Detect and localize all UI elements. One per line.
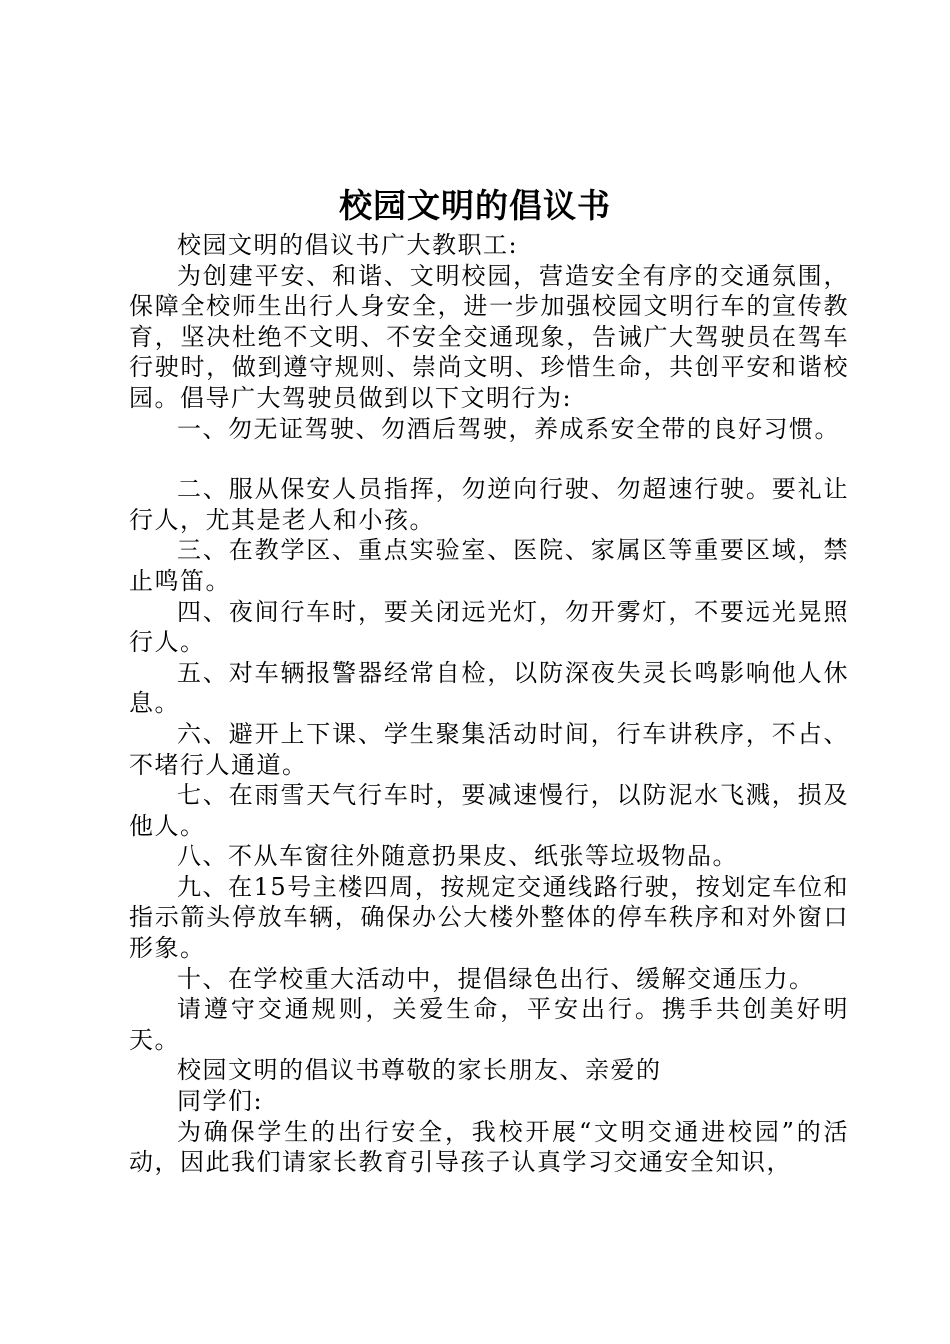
- paragraph-second-salutation: 校园文明的倡议书尊敬的家长朋友、亲爱的: [177, 1056, 662, 1085]
- paragraph-item-10: 十、在学校重大活动中，提倡绿色出行、缓解交通压力。: [177, 964, 815, 993]
- paragraph-item-9: 九、在15号主楼四周，按规定交通线路行驶，按划定车位和指示箭头停放车辆，确保办公大楼外整体的停车秩序和对外窗口形象。: [129, 872, 849, 963]
- paragraph-item-4: 四、夜间行车时，要关闭远光灯，勿开雾灯，不要远光晃照行人。: [129, 597, 849, 657]
- paragraph-second-salutation-cont: 同学们:: [177, 1087, 264, 1116]
- paragraph-intro: 为创建平安、和谐、文明校园，营造安全有序的交通氛围，保障全校师生出行人身安全，进一步加强校园文明行车的宣传教育，坚决杜绝不文明、不安全交通现象，告诫广大驾驶员在驾车行驶时，做到遵守规则、崇尚文明、珍惜生命，共创平安和谐校园。倡导广大驾驶员做到以下文明行为:: [129, 261, 849, 412]
- paragraph-item-1: 一、勿无证驾驶、勿酒后驾驶，养成系安全带的良好习惯。: [177, 414, 840, 443]
- paragraph-second-body: 为确保学生的出行安全，我校开展“文明交通进校园”的活动，因此我们请家长教育引导孩子认真学习交通安全知识，: [129, 1117, 849, 1177]
- document-body: [129, 230, 849, 1178]
- paragraph-salutation: 校园文明的倡议书广大教职工:: [177, 231, 519, 259]
- paragraph-item-5: 五、对车辆报警器经常自检，以防深夜失灵长鸣影响他人休息。: [129, 658, 849, 718]
- paragraph-item-8: 八、不从车窗往外随意扔果皮、纸张等垃圾物品。: [177, 842, 738, 871]
- paragraph-closing: 请遵守交通规则，关爱生命，平安出行。携手共创美好明天。: [129, 995, 849, 1054]
- paragraph-item-3: 三、在教学区、重点实验室、医院、家属区等重要区域，禁止鸣笛。: [129, 536, 849, 595]
- paragraph-item-6: 六、避开上下课、学生聚集活动时间，行车讲秩序，不占、不堵行人通道。: [129, 719, 849, 779]
- paragraph-item-7: 七、在雨雪天气行车时，要减速慢行，以防泥水飞溅，损及他人。: [129, 781, 849, 840]
- document-title: 校园文明的倡议书: [339, 186, 611, 225]
- paragraph-item-2: 二、服从保安人员指挥，勿逆向行驶、勿超速行驶。要礼让行人，尤其是老人和小孩。: [129, 475, 849, 534]
